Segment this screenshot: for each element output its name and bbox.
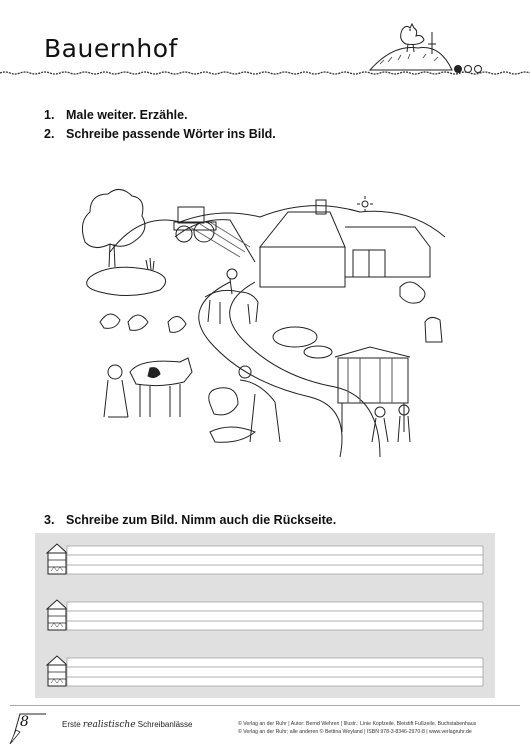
house-icon: [47, 600, 67, 630]
task-1: [44, 108, 188, 122]
series-accent-word: realistische: [82, 720, 136, 730]
page-title: Bauernhof: [44, 34, 178, 63]
task-text: Schreibe passende Wörter ins Bild.: [66, 127, 276, 141]
page-number: 8: [20, 714, 29, 730]
writing-line[interactable]: [45, 653, 485, 688]
writing-area: [35, 533, 495, 698]
header-divider: [0, 70, 530, 76]
copyright-line: © Verlag an der Ruhr | Autor: Bernd Wehren | Illustr.: Linie Kopfzeile, Bleistift Fußzeile, Buchstabenhaus: [238, 721, 477, 727]
task-number: 1.: [44, 108, 55, 122]
copyright-line: © Verlag an der Ruhr; alle anderen © Bettina Weyland | ISBN 978-3-8346-2970-8 | www.verlagruhr.de: [238, 729, 472, 735]
writing-line[interactable]: [45, 597, 485, 632]
task-text: Male weiter. Erzähle.: [66, 108, 188, 122]
series-title: [62, 720, 193, 730]
task-number: 2.: [44, 127, 55, 141]
series-word: Erste: [62, 720, 81, 729]
task-text: Schreibe zum Bild. Nimm auch die Rückseite.: [66, 513, 337, 527]
task-3: [44, 513, 336, 527]
writing-line[interactable]: [45, 541, 485, 576]
farm-illustration-icon: [80, 182, 450, 457]
house-icon: [47, 656, 67, 686]
house-icon: [47, 544, 67, 574]
footer-divider: [10, 705, 520, 706]
task-number: 3.: [44, 513, 55, 527]
series-word: Schreibanlässe: [137, 720, 193, 729]
farm-hill-rooster-icon: [368, 14, 454, 72]
task-2: [44, 127, 276, 141]
